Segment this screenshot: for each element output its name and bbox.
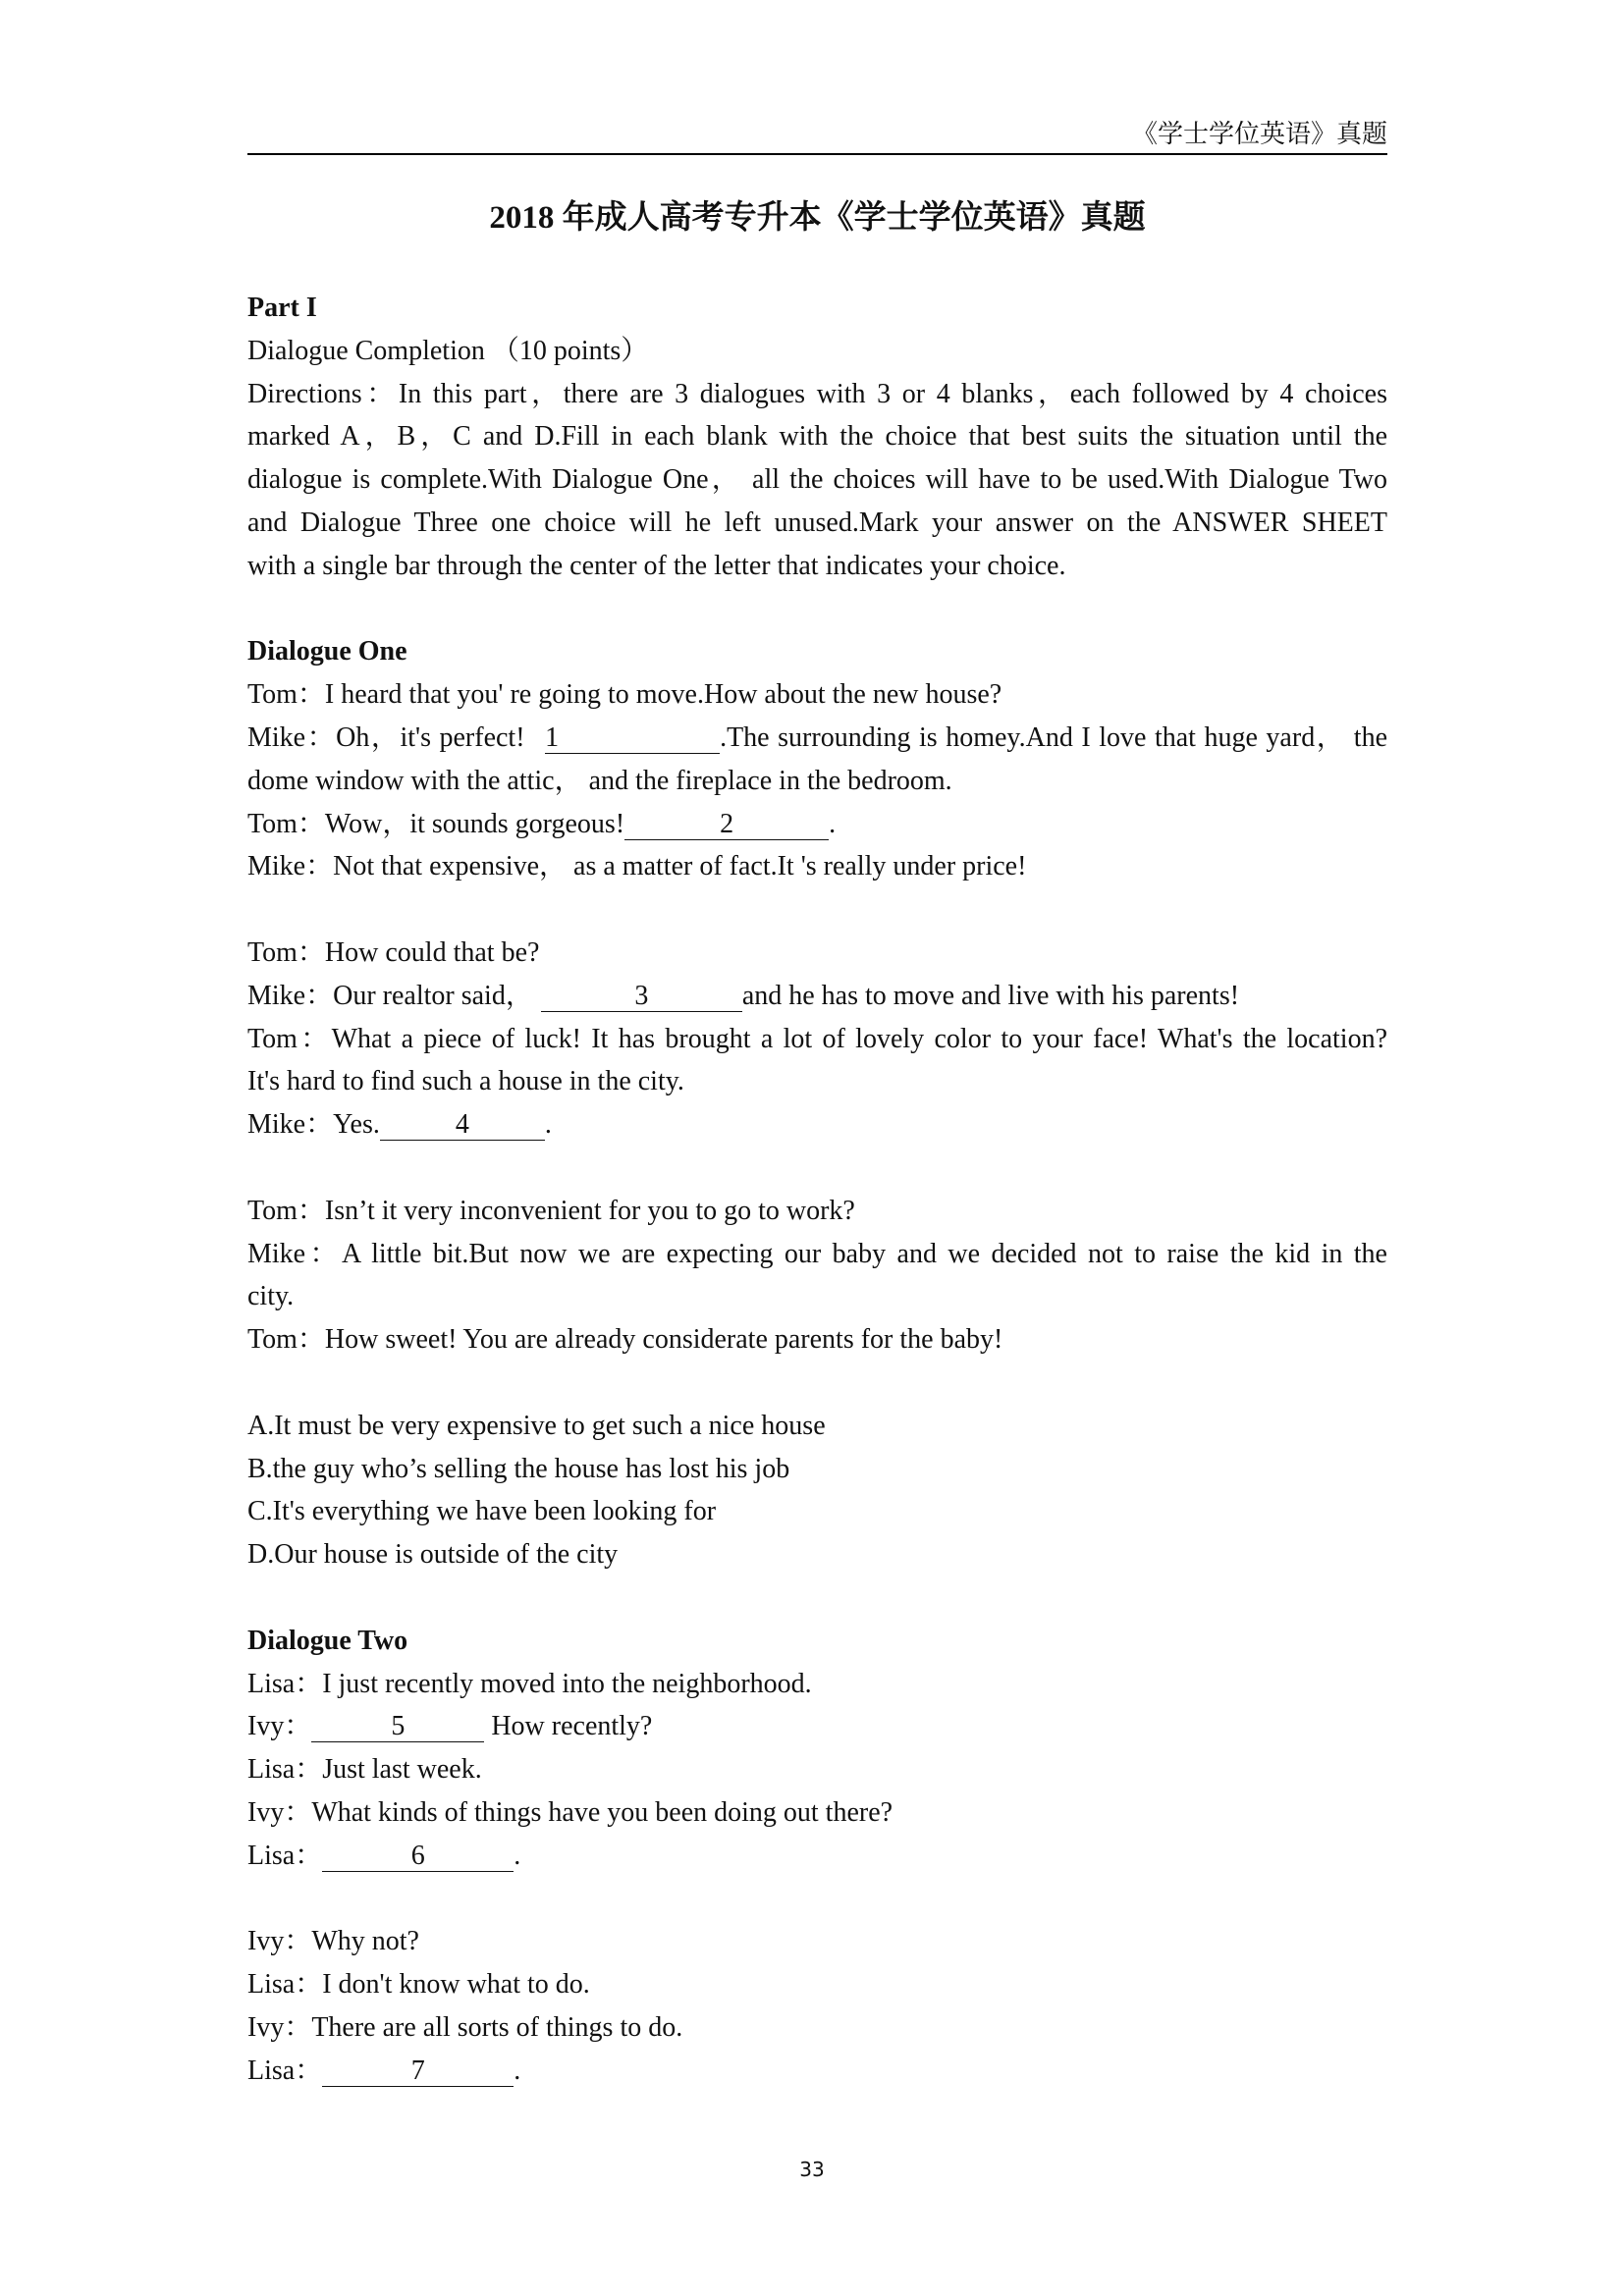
choice-option: D.Our house is outside of the city <box>247 1539 619 1571</box>
dialogue-line: Lisa： 7 . <box>247 2055 521 2086</box>
dialogue-line: Tom：How could that be? <box>247 936 540 968</box>
dialogue-line: It's hard to find such a house in the city. <box>247 1066 684 1097</box>
answer-blank: 7 <box>322 2056 514 2087</box>
dialogue-line: city. <box>247 1281 295 1312</box>
header-rule <box>247 153 1387 155</box>
directions-line: dialogue is complete.With Dialogue One， all the choices will have to be used.With Dialogue Two <box>247 464 1387 496</box>
dialogue-line: dome window with the attic， and the fireplace in the bedroom. <box>247 765 952 796</box>
dialogue-line: Ivy： 5 How recently? <box>247 1711 653 1742</box>
dialogue-line: Mike：Our realtor said， 3 and he has to move and live with his parents! <box>247 980 1240 1011</box>
dialogue-line: Lisa：I just recently moved into the neighborhood. <box>247 1668 812 1699</box>
running-header: 《学士学位英语》真题 <box>1131 120 1387 148</box>
dialogue-line: Mike：A little bit.But now we are expecting our baby and we decided not to raise the kid in the <box>247 1238 1387 1269</box>
answer-blank: 3 <box>541 982 742 1012</box>
dialogue-two-heading: Dialogue Two <box>247 1625 408 1656</box>
dialogue-line: Mike：Yes. 4 . <box>247 1109 552 1141</box>
dialogue-line: Mike：Oh，it's perfect! 1 .The surrounding is homey.And I love that huge yard， the <box>247 721 1387 753</box>
directions-line: marked A，B，C and D.Fill in each blank with the choice that best suits the situation until the <box>247 421 1387 453</box>
dialogue-line: Lisa： 6 . <box>247 1840 521 1871</box>
part-heading: Part I <box>247 293 317 323</box>
choice-option: B.the guy who’s selling the house has lost his job <box>247 1453 790 1484</box>
answer-blank: 6 <box>322 1842 514 1872</box>
choice-option: C.It's everything we have been looking for <box>247 1496 717 1527</box>
directions-line: Directions：In this part，there are 3 dialogues with 3 or 4 blanks，each followed by 4 choices <box>247 378 1387 409</box>
dialogue-line: Ivy：What kinds of things have you been doing out there? <box>247 1796 893 1828</box>
answer-blank: 1 <box>545 723 720 754</box>
dialogue-line: Tom：I heard that you' re going to move.How about the new house? <box>247 679 1002 711</box>
answer-blank: 5 <box>311 1712 484 1742</box>
dialogue-line: Tom：Wow，it sounds gorgeous! 2 . <box>247 808 837 839</box>
part-subheading: Dialogue Completion （10 points） <box>247 335 649 366</box>
dialogue-one-heading: Dialogue One <box>247 636 407 667</box>
dialogue-line: Tom：How sweet! You are already considerate parents for the baby! <box>247 1324 1003 1356</box>
page-title: 2018 年成人高考专升本《学士学位英语》真题 <box>489 200 1146 236</box>
dialogue-line: Ivy：There are all sorts of things to do. <box>247 2011 683 2043</box>
dialogue-line: Mike：Not that expensive， as a matter of fact.It 's really under price! <box>247 851 1027 882</box>
dialogue-line: Tom：What a piece of luck! It has brought a lot of lovely color to your face! What's the location? <box>247 1023 1387 1054</box>
answer-blank: 2 <box>624 810 829 840</box>
dialogue-line: Lisa：I don't know what to do. <box>247 1969 590 2001</box>
main-content <box>247 287 1387 2092</box>
directions-line: and Dialogue Three one choice will he left unused.Mark your answer on the ANSWER SHEET <box>247 507 1387 538</box>
answer-blank: 4 <box>380 1110 545 1141</box>
page-number: 33 <box>799 2158 825 2181</box>
dialogue-line: Tom：Isn’t it very inconvenient for you to go to work? <box>247 1195 855 1226</box>
choice-option: A.It must be very expensive to get such a nice house <box>247 1410 826 1441</box>
directions-line: with a single bar through the center of the letter that indicates your choice. <box>247 550 1066 581</box>
dialogue-line: Ivy：Why not? <box>247 1926 419 1957</box>
dialogue-line: Lisa：Just last week. <box>247 1754 482 1786</box>
